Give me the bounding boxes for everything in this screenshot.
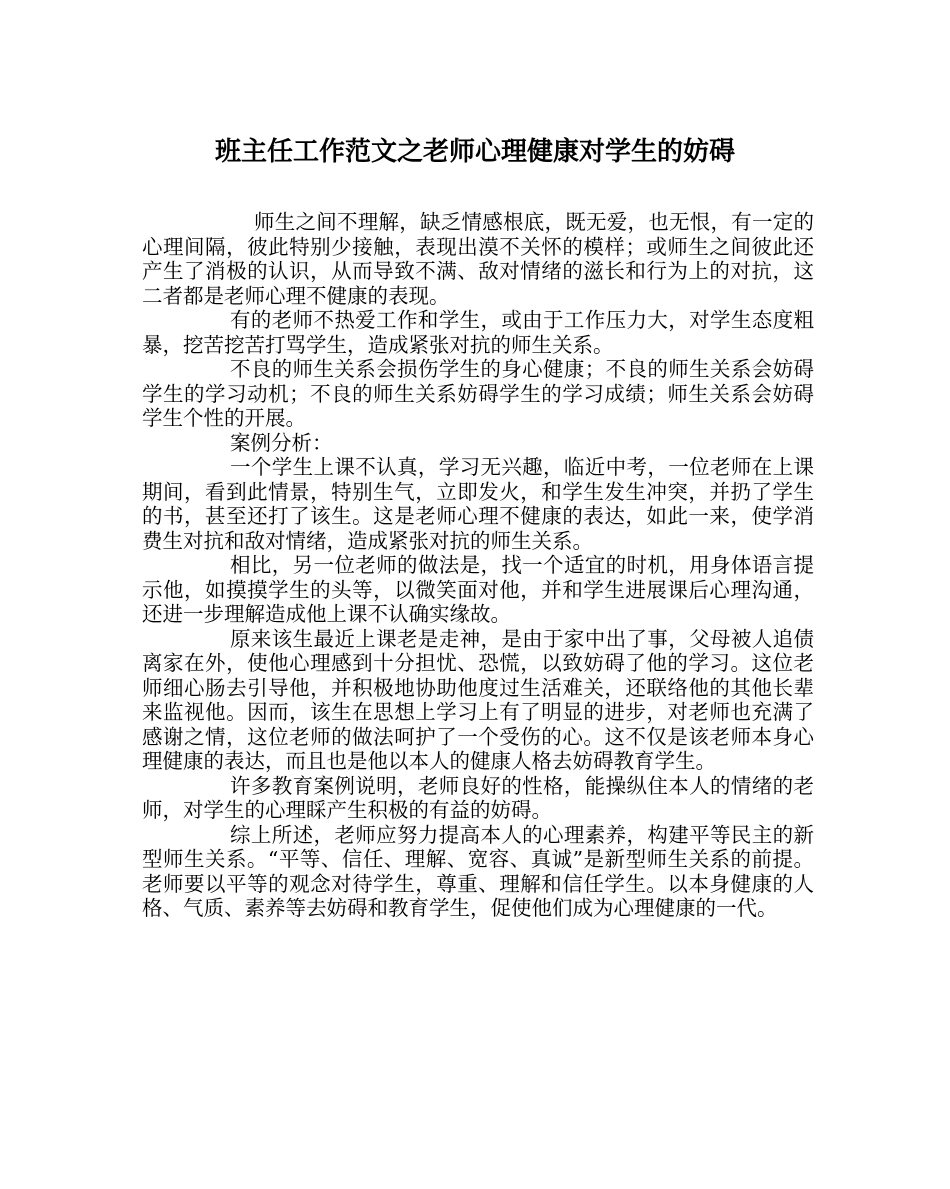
paragraph-9: 综上所述，老师应努力提高本人的心理素养，构建平等民主的新型师生关系。“平等、信任、理解、宽容、真诚”是新型师生关系的前提。老师要以平等的观念对待学生，尊重、理解和信任学生。以本身健康的人格、气质、素养等去妨碍和教育学生，促使他们成为心理健康的一代。 — [142, 822, 814, 920]
document-title: 班主任工作范文之老师心理健康对学生的妨碍 — [214, 137, 735, 167]
paragraph-1: 师生之间不理解，缺乏情感根底，既无爱，也无恨，有一定的心理间隔，彼此特别少接触，表现出漠不关怀的模样；或师生之间彼此还产生了消极的认识，从而导致不满、敌对情绪的滋长和行为上的对抗，这二者都是老师心理不健康的表现。 — [142, 210, 814, 308]
paragraph-8: 许多教育案例说明，老师良好的性格，能操纵住本人的情绪的老师，对学生的心理睬产生积极的有益的妨碍。 — [142, 773, 814, 822]
paragraph-2: 有的老师不热爱工作和学生，或由于工作压力大，对学生态度粗暴，挖苦挖苦打骂学生，造成紧张对抗的师生关系。 — [142, 308, 814, 357]
paragraph-6: 相比，另一位老师的做法是，找一个适宜的时机，用身体语言提示他，如摸摸学生的头等，以微笑面对他，并和学生进展课后心理沟通，还进一步理解造成他上课不认确实缘故。 — [142, 553, 814, 626]
paragraph-7: 原来该生最近上课老是走神，是由于家中出了事，父母被人追债离家在外，使他心理感到十分担忧、恐慌，以致妨碍了他的学习。这位老师细心肠去引导他，并积极地协助他度过生活难关，还联络他的其他长辈来监视他。因而，该生在思想上学习上有了明显的进步，对老师也充满了感谢之情，这位老师的做法呵护了一个受伤的心。这不仅是该老师本身心理健康的表达，而且也是他以本人的健康人格去妨碍教育学生。 — [142, 626, 814, 773]
paragraph-5: 一个学生上课不认真，学习无兴趣，临近中考，一位老师在上课期间，看到此情景，特别生气，立即发火，和学生发生冲突，并扔了学生的书，甚至还打了该生。这是老师心理不健康的表达，如此一来，使学消费生对抗和敌对情绪，造成紧张对抗的师生关系。 — [142, 455, 814, 553]
document-body — [142, 210, 814, 921]
paragraph-3: 不良的师生关系会损伤学生的身心健康；不良的师生关系会妨碍学生的学习动机；不良的师生关系妨碍学生的学习成绩；师生关系会妨碍学生个性的开展。 — [142, 357, 814, 430]
paragraph-4: 案例分析： — [230, 430, 333, 455]
